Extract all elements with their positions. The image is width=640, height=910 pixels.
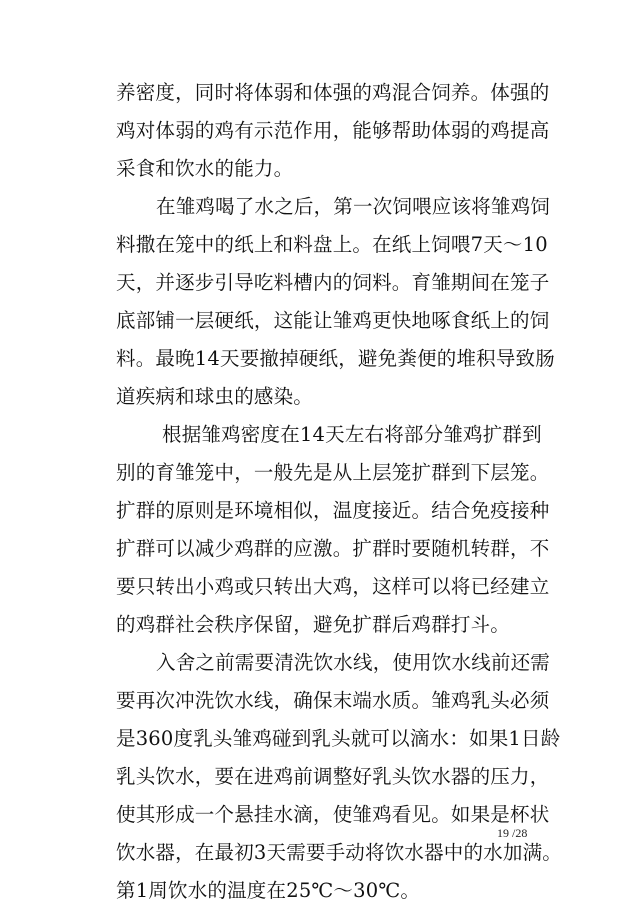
- text-line: 要只转出小鸡或只转出大鸡，这样可以将已经建立: [116, 575, 550, 598]
- page-number: 19 /28: [497, 826, 528, 840]
- text-line: 天，并逐步引导吃料槽内的饲料。育雏期间在笼子: [116, 271, 550, 294]
- text-line: 鸡对体弱的鸡有示范作用，能够帮助体弱的鸡提高: [116, 119, 550, 142]
- text-line: 料撒在笼中的纸上和料盘上。在纸上饲喂7天～10: [116, 233, 548, 256]
- text-line: 扩群的原则是环境相似，温度接近。结合免疫接种: [116, 499, 550, 522]
- text-line: 道疾病和球虫的感染。: [116, 385, 314, 408]
- text-line: 使其形成一个悬挂水滴，使雏鸡看见。如果是杯状: [116, 803, 550, 826]
- text-line: 扩群可以减少鸡群的应激。扩群时要随机转群，不: [116, 537, 550, 560]
- paragraph-start-line: 入舍之前需要清洗饮水线，使用饮水线前还需: [156, 651, 551, 674]
- text-line: 采食和饮水的能力。: [116, 157, 294, 180]
- text-line: 饮水器，在最初3天需要手动将饮水器中的水加满。: [116, 841, 563, 864]
- text-line: 养密度，同时将体弱和体强的鸡混合饲养。体强的: [116, 81, 550, 104]
- body-text: [116, 74, 563, 910]
- text-line: 乳头饮水，要在进鸡前调整好乳头饮水器的压力，: [116, 765, 550, 788]
- text-line: 别的育雏笼中，一般先是从上层笼扩群到下层笼。: [116, 461, 550, 484]
- paragraph-start-line: 根据雏鸡密度在14天左右将部分雏鸡扩群到: [162, 423, 542, 446]
- text-line: 第1周饮水的温度在25℃～30℃。: [116, 879, 421, 902]
- text-line: 底部铺一层硬纸，这能让雏鸡更快地啄食纸上的饲: [116, 309, 550, 332]
- text-line: 料。最晚14天要撤掉硬纸，避免粪便的堆积导致肠: [116, 347, 555, 370]
- paragraph-start-line: 在雏鸡喝了水之后，第一次饲喂应该将雏鸡饲: [156, 195, 551, 218]
- text-line: 是360度乳头雏鸡碰到乳头就可以滴水：如果1日龄: [116, 727, 561, 750]
- text-line: 的鸡群社会秩序保留，避免扩群后鸡群打斗。: [116, 613, 511, 636]
- text-line: 要再次冲洗饮水线，确保末端水质。雏鸡乳头必须: [116, 689, 550, 712]
